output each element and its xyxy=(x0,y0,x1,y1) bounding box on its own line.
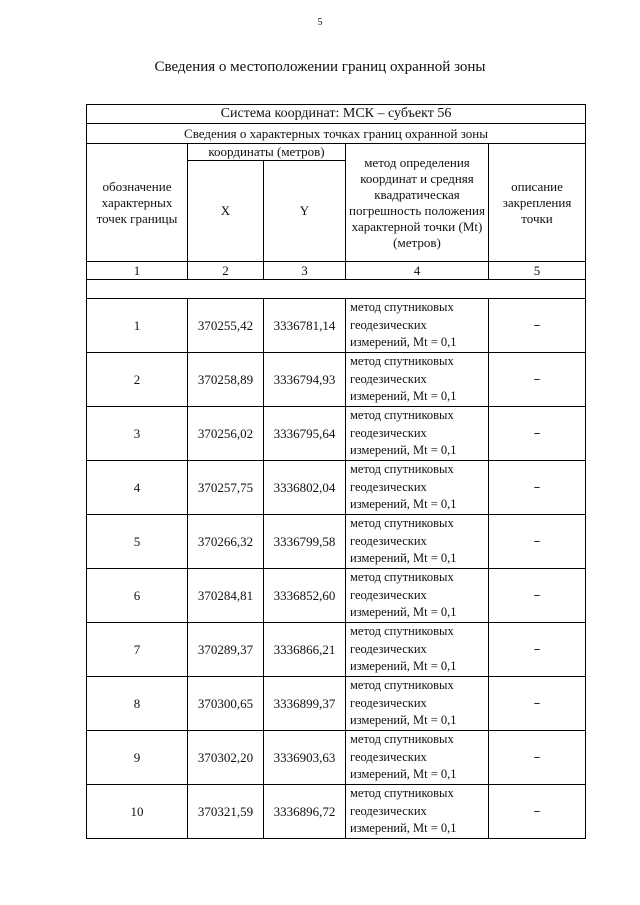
cell-description: – xyxy=(489,353,586,407)
header-method: метод определения координат и средняя квадратическая погрешность положения характерной точки (Mt) (метров) xyxy=(346,144,489,262)
spacer-row xyxy=(87,280,586,299)
cell-method: метод спутниковых геодезических измерений, Mt = 0,1 xyxy=(346,461,489,515)
cell-point-number: 4 xyxy=(87,461,188,515)
cell-point-number: 7 xyxy=(87,623,188,677)
cell-description: – xyxy=(489,569,586,623)
column-number: 2 xyxy=(188,262,264,280)
table-row xyxy=(87,677,586,731)
table-row xyxy=(87,407,586,461)
section-title-row xyxy=(87,124,586,144)
cell-coord-y: 3336903,63 xyxy=(264,731,346,785)
cell-coord-x: 370257,75 xyxy=(188,461,264,515)
cell-coord-x: 370321,59 xyxy=(188,785,264,839)
cell-description: – xyxy=(489,785,586,839)
cell-point-number: 10 xyxy=(87,785,188,839)
cell-method: метод спутниковых геодезических измерений, Mt = 0,1 xyxy=(346,677,489,731)
column-number: 3 xyxy=(264,262,346,280)
column-number-row xyxy=(87,262,586,280)
cell-description: – xyxy=(489,623,586,677)
cell-point-number: 2 xyxy=(87,353,188,407)
cell-coord-y: 3336781,14 xyxy=(264,299,346,353)
cell-point-number: 9 xyxy=(87,731,188,785)
cell-method: метод спутниковых геодезических измерений, Mt = 0,1 xyxy=(346,623,489,677)
cell-method: метод спутниковых геодезических измерений, Mt = 0,1 xyxy=(346,407,489,461)
cell-coord-y: 3336795,64 xyxy=(264,407,346,461)
table-row xyxy=(87,569,586,623)
header-point: обозначение характерных точек границы xyxy=(87,144,188,262)
column-number: 1 xyxy=(87,262,188,280)
cell-coord-y: 3336852,60 xyxy=(264,569,346,623)
table-row xyxy=(87,785,586,839)
table-row xyxy=(87,731,586,785)
table-row xyxy=(87,623,586,677)
cell-point-number: 5 xyxy=(87,515,188,569)
section-title: Сведения о характерных точках границ охранной зоны xyxy=(87,124,586,144)
cell-method: метод спутниковых геодезических измерений, Mt = 0,1 xyxy=(346,515,489,569)
header-row xyxy=(87,144,586,161)
cell-coord-y: 3336802,04 xyxy=(264,461,346,515)
cell-coord-y: 3336866,21 xyxy=(264,623,346,677)
table-row xyxy=(87,461,586,515)
cell-method: метод спутниковых геодезических измерений, Mt = 0,1 xyxy=(346,569,489,623)
cell-description: – xyxy=(489,407,586,461)
cell-coord-x: 370300,65 xyxy=(188,677,264,731)
column-number: 5 xyxy=(489,262,586,280)
table-row xyxy=(87,353,586,407)
cell-coord-x: 370289,37 xyxy=(188,623,264,677)
cell-coord-x: 370258,89 xyxy=(188,353,264,407)
cell-description: – xyxy=(489,461,586,515)
coordinates-table xyxy=(86,104,586,839)
column-number: 4 xyxy=(346,262,489,280)
cell-description: – xyxy=(489,677,586,731)
cell-method: метод спутниковых геодезических измерений, Mt = 0,1 xyxy=(346,299,489,353)
cell-coord-x: 370255,42 xyxy=(188,299,264,353)
table-row xyxy=(87,515,586,569)
cell-method: метод спутниковых геодезических измерений, Mt = 0,1 xyxy=(346,785,489,839)
coordinate-system-row xyxy=(87,105,586,124)
cell-description: – xyxy=(489,299,586,353)
document-title: Сведения о местоположении границ охранной зоны xyxy=(154,59,486,75)
table-row xyxy=(87,299,586,353)
cell-point-number: 8 xyxy=(87,677,188,731)
header-y: Y xyxy=(264,161,346,262)
cell-coord-y: 3336899,37 xyxy=(264,677,346,731)
header-description: описание закрепления точки xyxy=(489,144,586,262)
cell-coord-y: 3336794,93 xyxy=(264,353,346,407)
cell-coord-x: 370302,20 xyxy=(188,731,264,785)
cell-point-number: 3 xyxy=(87,407,188,461)
cell-coord-x: 370266,32 xyxy=(188,515,264,569)
page-number: 5 xyxy=(317,17,323,28)
spacer-cell xyxy=(87,280,586,299)
cell-coord-y: 3336896,72 xyxy=(264,785,346,839)
cell-description: – xyxy=(489,731,586,785)
cell-point-number: 6 xyxy=(87,569,188,623)
header-coordinates: координаты (метров) xyxy=(188,144,346,161)
header-x: X xyxy=(188,161,264,262)
cell-coord-y: 3336799,58 xyxy=(264,515,346,569)
cell-point-number: 1 xyxy=(87,299,188,353)
cell-description: – xyxy=(489,515,586,569)
cell-coord-x: 370284,81 xyxy=(188,569,264,623)
cell-coord-x: 370256,02 xyxy=(188,407,264,461)
cell-method: метод спутниковых геодезических измерений, Mt = 0,1 xyxy=(346,353,489,407)
cell-method: метод спутниковых геодезических измерений, Mt = 0,1 xyxy=(346,731,489,785)
coordinate-system: Система координат: МСК – субъект 56 xyxy=(87,105,586,124)
